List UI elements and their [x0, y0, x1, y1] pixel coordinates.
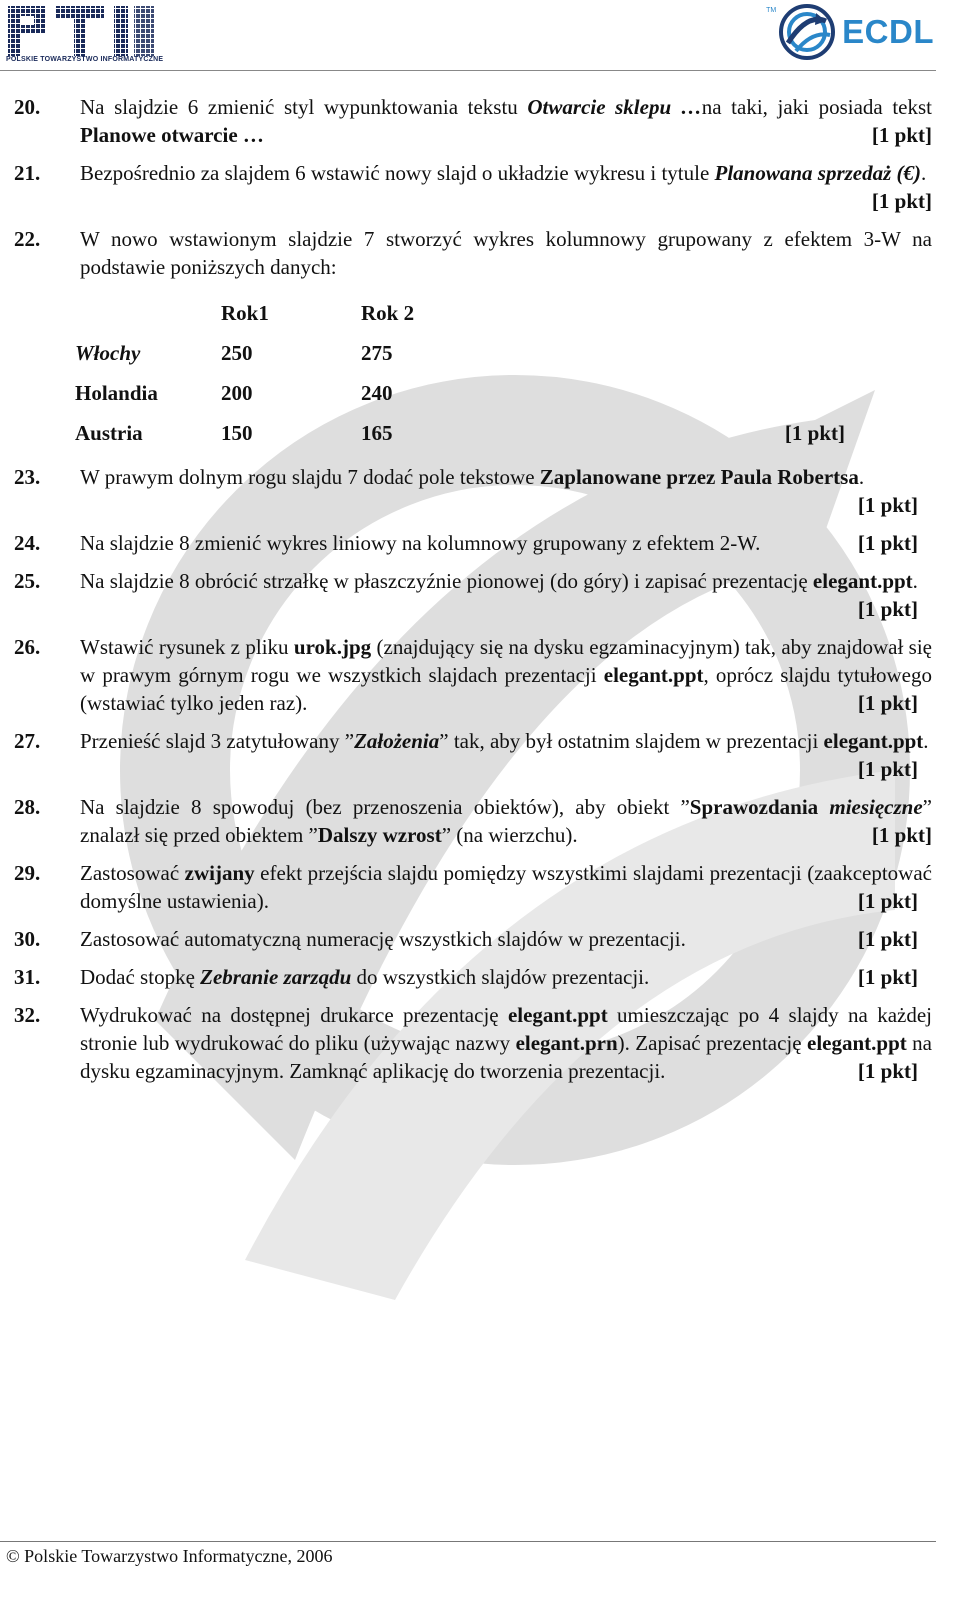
- points-label: [1 pkt]: [857, 757, 918, 781]
- task-number: 22.: [14, 227, 41, 251]
- task-text: Wydrukować na dostępnej drukarce prezentację elegant.ppt umieszczając po 4 slajdy na każdej stronie lub wydrukować do pliku (używając nazwy elegant.prn). Zapisać prezentację elegant.ppt na dysku egzaminacyjnym. Zamknąć aplikację do tworzenia prezentacji. [1 pkt]: [80, 1003, 933, 1083]
- points-label: [1 pkt]: [857, 889, 918, 913]
- task-number: 24.: [14, 531, 41, 555]
- task-item-20: [0, 93, 960, 149]
- ecdl-wordmark: ECDL: [842, 13, 934, 50]
- points-label: [1 pkt]: [871, 123, 932, 147]
- task-text: Przenieść slajd 3 zatytułowany ”Założenia” tak, aby był ostatnim slajdem w prezentacji elegant.ppt. [1 pkt]: [80, 729, 929, 781]
- task-number: 30.: [14, 927, 41, 951]
- ecdl-logo: [766, 2, 934, 62]
- task-item-29: [0, 859, 960, 915]
- footer-divider: [0, 1541, 936, 1542]
- points-label: [1 pkt]: [871, 189, 932, 213]
- data-table: [75, 293, 845, 453]
- page-header: [0, 0, 960, 72]
- table-cell-country: Austria: [75, 420, 143, 445]
- task-text: W prawym dolnym rogu slajdu 7 dodać pole tekstowe Zaplanowane przez Paula Robertsa. [1 pkt]: [80, 465, 918, 517]
- points-label: [1 pkt]: [871, 823, 932, 847]
- table-row: [75, 413, 845, 453]
- points-label: [1 pkt]: [857, 927, 918, 951]
- task-item-32: [0, 1001, 960, 1085]
- task-item-26: [0, 633, 960, 717]
- task-item-25: [0, 567, 960, 623]
- task-number: 25.: [14, 569, 41, 593]
- pti-subtitle: POLSKIE TOWARZYSTWO INFORMATYCZNE: [6, 56, 164, 63]
- task-text: W nowo wstawionym slajdzie 7 stworzyć wykres kolumnowy grupowany z efektem 3-W na podstawie poniższych danych:: [80, 227, 932, 279]
- table-cell: 200: [221, 380, 253, 405]
- task-number: 31.: [14, 965, 41, 989]
- task-list: [0, 93, 960, 1095]
- task-number: 29.: [14, 861, 41, 885]
- table-cell: 250: [221, 340, 253, 365]
- points-label: [1 pkt]: [784, 420, 845, 445]
- task-text: Na slajdzie 8 spowoduj (bez przenoszenia obiektów), aby obiekt ”Sprawozdania miesięczne” znalazł się przed obiektem ”Dalszy wzrost” (na wierzchu). [1 pkt]: [80, 795, 932, 847]
- task-item-23: [0, 463, 960, 519]
- table-header-cell: Rok 2: [361, 300, 415, 325]
- task-text: Dodać stopkę Zebranie zarządu do wszystkich slajdów prezentacji. [1 pkt]: [80, 965, 918, 989]
- task-text: Na slajdzie 6 zmienić styl wypunktowania tekstu Otwarcie sklepu …na taki, jaki posiada tekst Planowe otwarcie … [1 pkt]: [80, 95, 932, 147]
- task-number: 20.: [14, 95, 41, 119]
- task-text: Wstawić rysunek z pliku urok.jpg (znajdujący się na dysku egzaminacyjnym) tak, aby znajdował się w prawym górnym rogu we wszystkich slajdach prezentacji elegant.ppt, oprócz slajdu tytułowego (wstawiać tylko jeden raz). [1 pkt]: [80, 635, 932, 715]
- task-text: Na slajdzie 8 obrócić strzałkę w płaszczyźnie pionowej (do góry) i zapisać prezentację elegant.ppt. [1 pkt]: [80, 569, 918, 621]
- task-item-27: [0, 727, 960, 783]
- task-number: 21.: [14, 161, 41, 185]
- points-label: [1 pkt]: [857, 531, 918, 555]
- task-item-21: [0, 159, 960, 215]
- task-item-24: [0, 529, 960, 557]
- points-label: [1 pkt]: [857, 597, 918, 621]
- task-text: Bezpośrednio za slajdem 6 wstawić nowy slajd o układzie wykresu i tytule Planowana sprzedaż (€). [1 pkt]: [80, 161, 932, 213]
- table-cell: 240: [361, 380, 393, 405]
- task-number: 27.: [14, 729, 41, 753]
- table-header-cell: [75, 293, 221, 333]
- points-label: [1 pkt]: [857, 965, 918, 989]
- copyright-footer: © Polskie Towarzystwo Informatyczne, 2006: [6, 1546, 333, 1566]
- task-number: 32.: [14, 1003, 41, 1027]
- task-item-28: [0, 793, 960, 849]
- table-cell: 275: [361, 340, 393, 365]
- task-item-30: [0, 925, 960, 953]
- points-label: [1 pkt]: [857, 1059, 918, 1083]
- points-label: [1 pkt]: [857, 493, 918, 517]
- ecdl-globe-icon: [778, 3, 836, 61]
- task-number: 26.: [14, 635, 41, 659]
- task-text: Zastosować zwijany efekt przejścia slajdu pomiędzy wszystkimi slajdami prezentacji (zaakceptować domyślne ustawienia). [1 pkt]: [80, 861, 932, 913]
- table-cell-country: Włochy: [75, 340, 141, 365]
- table-cell: 150: [221, 420, 253, 445]
- task-number: 28.: [14, 795, 41, 819]
- table-cell: 165: [361, 420, 393, 445]
- task-item-22: [0, 225, 960, 281]
- table-cell-country: Holandia: [75, 380, 158, 405]
- table-header-row: [75, 293, 845, 333]
- task-number: 23.: [14, 465, 41, 489]
- table-header-cell: Rok1: [221, 300, 269, 325]
- header-divider: [0, 70, 936, 71]
- table-row: [75, 333, 845, 373]
- table-row: [75, 373, 845, 413]
- task-item-31: [0, 963, 960, 991]
- task-text: Na slajdzie 8 zmienić wykres liniowy na kolumnowy grupowany z efektem 2-W. [1 pkt]: [80, 531, 918, 555]
- trademark-mark: TM: [766, 7, 777, 14]
- points-label: [1 pkt]: [857, 691, 918, 715]
- task-text: Zastosować automatyczną numerację wszystkich slajdów w prezentacji. [1 pkt]: [80, 927, 918, 951]
